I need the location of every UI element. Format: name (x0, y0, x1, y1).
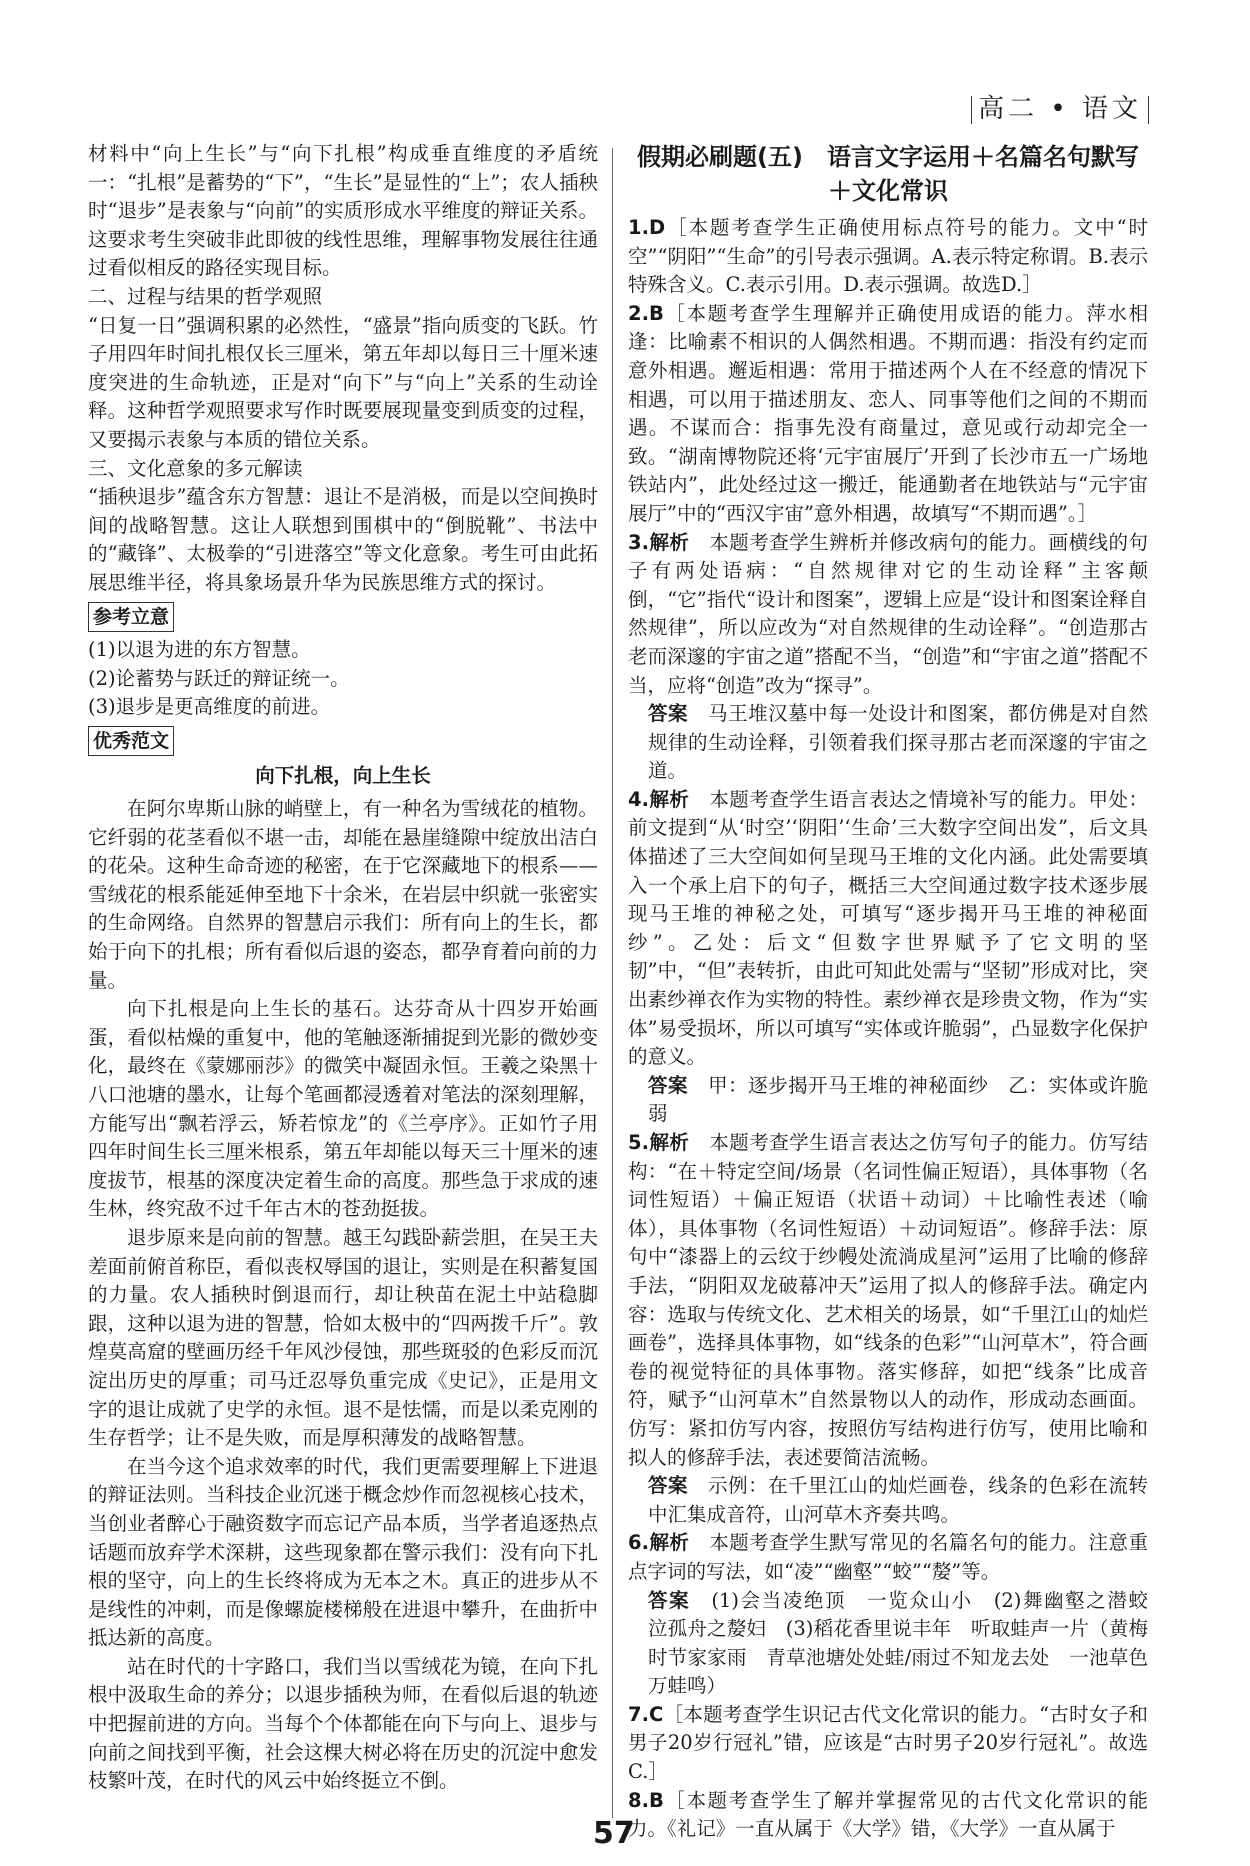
essay-tag: 优秀范文 (88, 726, 174, 757)
answer-line (648, 1072, 1148, 1129)
essay-title: 向下扎根，向上生长 (255, 764, 431, 788)
item-text: 本题考查学生默写常见的名篇名句的能力。注意重点字词的写法，如“凌”“幽壑”“蛟”“嫠”等。 (628, 1531, 1148, 1583)
ref-point: (3)退步是更高维度的前进。 (88, 695, 331, 719)
answer-item (628, 1787, 1148, 1844)
answer-label: 答案 (648, 1073, 689, 1097)
essay-paragraph: 站在时代的十字路口，我们当以雪绒花为镜，在向下扎根中汲取生命的养分；以退步插秧为师，在看似后退的轨迹中把握前进的方向。当每个个体都能在向下与向上、退步与向前之间找到平衡，社会这棵大树必将在历史的沉淀中愈发枝繁叶茂，在时代的风云中始终挺立不倒。 (88, 1654, 598, 1793)
intro-paragraph: “日复一日”强调积累的必然性，“盛景”指向质变的飞跃。竹子用四年时间扎根仅长三厘米，第五年却以每日三十厘米速度突进的生命轨迹，正是对“向下”与“向上”关系的生动诠释。这种哲学观照要求写作时既要展现量变到质变的过程，又要揭示表象与本质的错位关系。 (88, 313, 598, 451)
intro-paragraph: 材料中“向上生长”与“向下扎根”构成垂直维度的矛盾统一：“扎根”是蓄势的“下”，“生长”是显性的“上”；农人插秧时“退步”是表象与“向前”的实质形成水平维度的辩证关系。这要求考生突破非此即彼的线性思维，理解事物发展往往通过看似相反的路径实现目标。 (88, 142, 598, 280)
column-divider (612, 148, 613, 1818)
answer-line (648, 1472, 1148, 1529)
answer-item (628, 1701, 1148, 1787)
item-number: 7.C (628, 1702, 664, 1726)
item-text: ［本题考查学生了解并掌握常见的古代文化常识的能力。《礼记》一直从属于《大学》错，《大学》一直从属于 (628, 1788, 1148, 1841)
answer-item (628, 214, 1148, 300)
answer-label: 答案 (648, 1588, 691, 1612)
item-text: ［本题考查学生识记古代文化常识的能力。“古时女子和男子20岁行冠礼”错，应该是“古时男子20岁行冠礼”。故选C.］ (628, 1702, 1148, 1784)
item-number: 8.B (628, 1788, 664, 1812)
intro-subheading: 三、文化意象的多元解读 (88, 456, 303, 480)
essay-paragraph: 向下扎根是向上生长的基石。达芬奇从十四岁开始画蛋，看似枯燥的重复中，他的笔触逐渐捕捉到光影的微妙变化，最终在《蒙娜丽莎》的微笑中凝固永恒。王羲之染黑十八口池塘的墨水，让每个笔画都浸透着对笔法的深刻理解，方能写出“飘若浮云，矫若惊龙”的《兰亭序》。正如竹子用四年时间生长三厘米根系，第五年却能以每天三十厘米的速度拔节，根基的深度决定着生命的高度。那些急于求成的速生林，终究敌不过千年古木的苍劲挺拔。 (88, 997, 598, 1221)
right-column (628, 140, 1168, 1844)
item-number: 5. (628, 1131, 649, 1154)
item-text: ［本题考查学生理解并正确使用成语的能力。萍水相逢：比喻素不相识的人偶然相遇。不期而遇：指没有约定而意外相遇。邂逅相遇：常用于描述两个人在不经意的情况下相遇，可以用于描述朋友、恋人、同事等他们之间的不期而遇。不谋而合：指事先没有商量过，意见或行动却完全一致。“湖南博物院还将‘元宇宙展厅’开到了长沙市五一广场地铁站内”，此处经过这一搬迁，能通勤者在地铁站与“元宇宙展厅”中的“西汉宇宙”意外相遇，故填写“不期而遇”。］ (628, 301, 1148, 525)
answer-item (628, 300, 1148, 529)
header-label: 高二 • 语文 (978, 94, 1142, 124)
answer-item (628, 1129, 1148, 1472)
item-number: 2.B (628, 301, 664, 325)
item-label: 解析 (648, 1131, 690, 1154)
left-column (88, 140, 598, 1796)
answer-text: 马王堆汉墓中每一处设计和图案，都仿佛是对自然规律的生动诠释，引领着我们探寻那古老而深邃的宇宙之道。 (648, 702, 1148, 783)
page-header (965, 88, 1155, 125)
answer-label: 答案 (648, 1474, 689, 1498)
item-number: 1.D (628, 216, 666, 239)
answer-item (628, 786, 1148, 1072)
essay-paragraph: 在阿尔卑斯山脉的峭壁上，有一种名为雪绒花的植物。它纤弱的花茎看似不堪一击，却能在悬崖缝隙中绽放出洁白的花朵。这种生命奇迹的秘密，在于它深藏地下的根系——雪绒花的根系能延伸至地下十余米，在岩层中织就一张密实的生命网络。自然界的智慧启示我们：所有向上的生长，都始于向下的扎根；所有看似后退的姿态，都孕育着向前的力量。 (88, 797, 598, 992)
essay-paragraph: 在当今这个追求效率的时代，我们更需要理解上下进退的辩证法则。当科技企业沉迷于概念炒作而忽视核心技术，当创业者醉心于融资数字而忘记产品本质，当学者追逐热点话题而放弃学术深耕，这些现象都在警示我们：没有向下扎根的坚守，向上的生长终将成为无本之木。真正的进步从不是线性的冲刺，而是像螺旋楼梯般在进退中攀升，在曲折中抵达新的高度。 (88, 1454, 598, 1650)
section-title: 假期必刷题(五) 语言文字运用＋名篇名句默写＋文化常识 (637, 143, 1139, 205)
answer-text: 甲：逐步揭开马王堆的神秘面纱 乙：实体或许脆弱 (648, 1073, 1148, 1126)
intro-paragraph: “插秧退步”蕴含东方智慧：退让不是消极，而是以空间换时间的战略智慧。这让人联想到围棋中的“倒脱靴”、书法中的“藏锋”、太极拳的“引进落空”等文化意象。考生可由此拓展思维半径，将具象场景升华为民族思维方式的探讨。 (88, 485, 598, 594)
item-text: ［本题考查学生正确使用标点符号的能力。文中“时空”“阴阳”“生命”的引号表示强调。A.表示特定称谓。B.表示特殊含义。C.表示引用。D.表示强调。故选D.］ (628, 216, 1148, 297)
answer-line (648, 1587, 1168, 1701)
item-text: 本题考查学生辨析并修改病句的能力。画横线的句子有两处语病：“自然规律对它的生动诠释”主客颠倒，“它”指代“设计和图案”，逻辑上应是“设计和图案诠释自然规律”，所以应改为“对自然规律的生动诠释”。“创造那古老而深邃的宇宙之道”搭配不当，“创造”和“宇宙之道”搭配不当，应将“创造”改为“探寻”。 (628, 530, 1148, 697)
item-label: 解析 (648, 530, 690, 554)
item-text: 本题考查学生语言表达之情境补写的能力。甲处：前文提到“从‘时空’‘阴阳’‘生命’三大数字空间出发”，后文具体描述了三大空间如何呈现马王堆的文化内涵。此处需要填入一个承上启下的句子，概括三大空间通过数字技术逐步展现马王堆的神秘之处，可填写“逐步揭开马王堆的神秘面纱”。乙处：后文“但数字世界赋予了它文明的坚韧”中，“但”表转折，由此可知此处需与“坚韧”形成对比，突出素纱禅衣作为实物的特性。素纱禅衣是珍贵文物，作为“实体”易受损坏，所以可填写“实体或许脆弱”，凸显数字化保护的意义。 (628, 787, 1148, 1069)
ref-point: (2)论蓄势与跃迁的辩证统一。 (88, 666, 350, 690)
item-text: 本题考查学生语言表达之仿写句子的能力。仿写结构：“在＋特定空间/场景（名词性偏正短语），具体事物（名词性短语）＋偏正短语（状语＋动词）＋比喻性表述（喻体），具体事物（名词性短语）＋动词短语”。修辞手法：原句中“漆器上的云纹于纱幔处流淌成星河”运用了比喻的修辞手法，“阴阳双龙破幕冲天”运用了拟人的修辞手法。确定内容：选取与传统文化、艺术相关的场景，如“千里江山的灿烂画卷”，选择具体事物，如“线条的色彩”“山河草木”，符合画卷的视觉特征的具体事物。落实修辞，如把“线条”比成音符，赋予“山河草木”自然景物以人的动作，形成动态画面。仿写：紧扣仿写内容，按照仿写结构进行仿写，使用比喻和拟人的修辞手法，表述要简洁流畅。 (628, 1131, 1148, 1469)
answer-label: 答案 (648, 702, 689, 726)
intro-subheading: 二、过程与结果的哲学观照 (88, 284, 323, 308)
answer-item (628, 529, 1148, 701)
ref-point: (1)以退为进的东方智慧。 (88, 638, 311, 662)
answer-text: (1)会当凌绝顶 一览众山小 (2)舞幽壑之潜蛟 泣孤舟之嫠妇 (3)稻花香里说丰年 听取蛙声一片（黄梅时节家家雨 青草池塘处处蛙/雨过不知龙去处 一池草色万蛙鸣） (648, 1588, 1168, 1698)
answer-line (648, 700, 1148, 786)
item-label: 解析 (648, 1531, 690, 1555)
item-number: 3. (628, 530, 649, 554)
item-number: 6. (628, 1531, 649, 1555)
answer-text: 示例：在千里江山的灿烂画卷，线条的色彩在流转中汇集成音符，山河草木齐奏共鸣。 (648, 1474, 1148, 1526)
page-number: 57 (593, 1816, 635, 1851)
item-label: 解析 (648, 787, 690, 811)
answer-item (628, 1529, 1148, 1586)
item-number: 4. (628, 787, 649, 811)
essay-paragraph: 退步原来是向前的智慧。越王勾践卧薪尝胆，在吴王夫差面前俯首称臣，看似丧权辱国的退让，实则是在积蓄复国的力量。农人插秧时倒退而行，却让秧苗在泥土中站稳脚跟，这种以退为进的智慧，恰如太极中的“四两拨千斤”。敦煌莫高窟的壁画历经千年风沙侵蚀，那些斑驳的色彩反而沉淀出历史的厚重；司马迁忍辱负重完成《史记》，正是用文字的退让成就了史学的永恒。退不是怯懦，而是以柔克刚的生存哲学；让不是失败，而是厚积薄发的战略智慧。 (88, 1225, 598, 1450)
ref-tag: 参考立意 (88, 602, 174, 633)
